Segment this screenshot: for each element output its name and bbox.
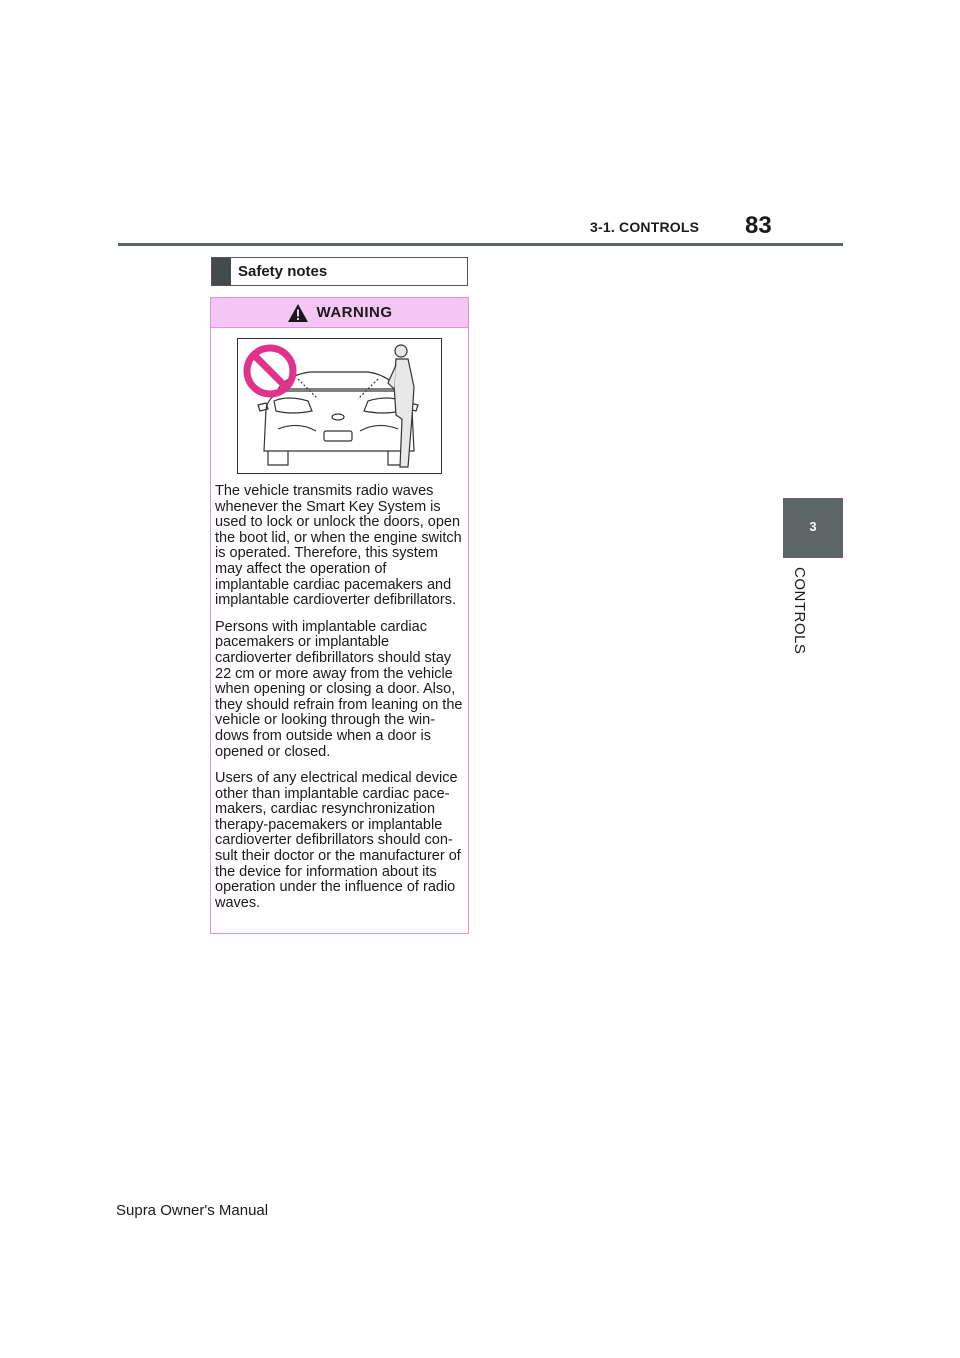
section-title: Safety notes — [238, 263, 328, 280]
warning-title: WARNING — [316, 304, 393, 321]
page-number: 83 — [745, 212, 772, 239]
person-figure-drawing — [388, 345, 414, 467]
section-marker-block — [212, 258, 231, 285]
warning-illustration — [237, 338, 442, 474]
warning-paragraph: Persons with implantable cardiac pacemakers or implantable cardioverter defibrillators should stay 22 cm or more away from the vehicle when opening or closing a door. Also, they should refrain from leaning on the vehicle or looking through the win-dows from outside when a door is opened or closed. — [215, 618, 463, 760]
warning-body — [215, 484, 463, 922]
chapter-tab — [783, 498, 843, 558]
header-rule — [118, 243, 843, 246]
chapter-label: CONTROLS — [791, 567, 808, 655]
warning-box — [210, 297, 469, 934]
warning-header — [211, 298, 468, 328]
car-with-person-illustration — [238, 339, 441, 473]
warning-paragraph: The vehicle transmits radio waves whenever the Smart Key System is used to lock or unlock the doors, open the boot lid, or when the engine switch is operated. Therefore, this system may affect the operation of implantable cardiac pacemakers and implantable cardioverter defibrillators. — [215, 483, 462, 609]
header-section-title: 3-1. CONTROLS — [590, 219, 700, 235]
warning-paragraph: Users of any electrical medical device other than implantable cardiac pace-makers, cardiac resynchronization therapy-pacemakers or implantable cardioverter defibrillators should con-sult their doctor or the manufacturer of the device for information about its operation under the influence of radio waves. — [215, 770, 461, 911]
prohibition-sign-icon — [247, 348, 293, 394]
warning-triangle-icon — [287, 303, 309, 323]
section-header — [211, 257, 468, 286]
footer-manual-title: Supra Owner's Manual — [116, 1202, 269, 1219]
chapter-number: 3 — [809, 519, 817, 534]
